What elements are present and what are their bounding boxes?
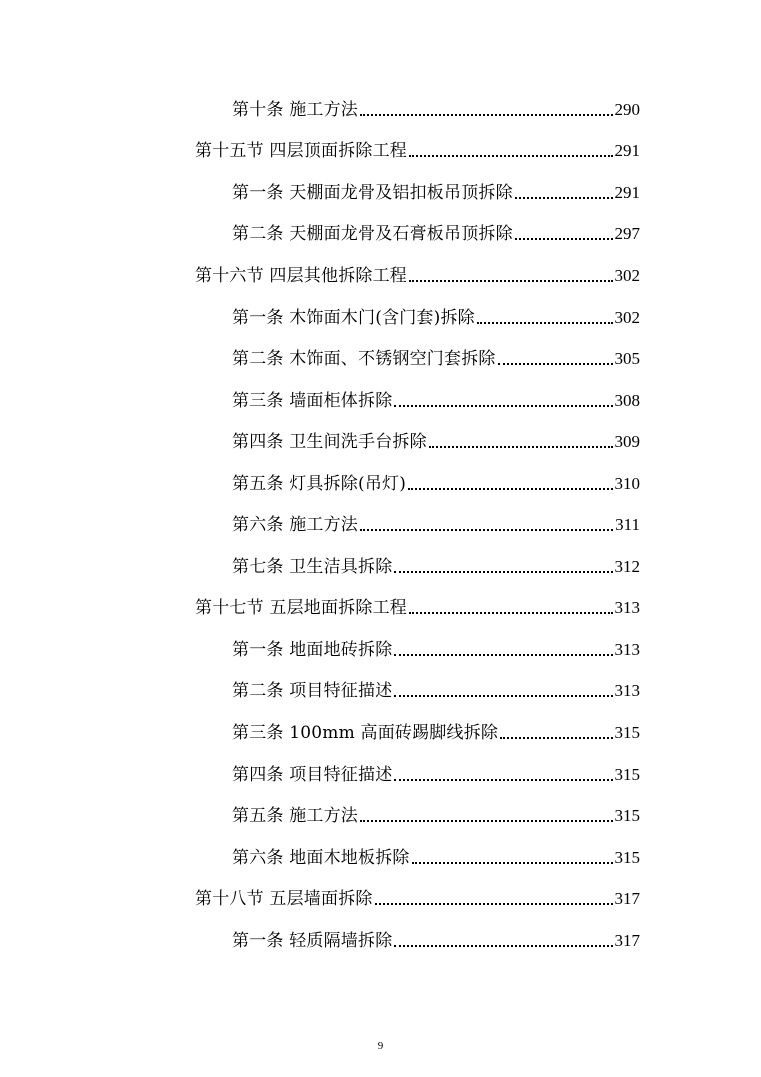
toc-dot-leader	[477, 308, 613, 328]
toc-entry-label: 第十五节 四层顶面拆除工程	[195, 141, 408, 162]
toc-article-entry[interactable]	[232, 172, 640, 214]
toc-article-entry[interactable]	[232, 421, 640, 463]
toc-entry-page: 313	[614, 598, 640, 618]
toc-dot-leader	[360, 806, 612, 826]
toc-dot-leader	[412, 848, 613, 868]
toc-entry-label: 第二条 天棚面龙骨及石膏板吊顶拆除	[232, 224, 513, 245]
toc-dot-leader	[409, 141, 612, 161]
toc-entry-page: 315	[614, 806, 640, 826]
toc-dot-leader	[498, 349, 613, 369]
toc-entry-page: 291	[614, 141, 640, 161]
toc-dot-leader	[409, 598, 612, 618]
toc-article-entry[interactable]	[232, 629, 640, 671]
toc-entry-page: 305	[614, 349, 640, 369]
toc-section-entry[interactable]	[195, 131, 640, 173]
toc-entry-page: 308	[614, 390, 640, 410]
toc-article-entry[interactable]	[232, 380, 640, 422]
toc-entry-page: 291	[614, 182, 640, 202]
toc-entry-page: 315	[614, 764, 640, 784]
toc-dot-leader	[394, 681, 612, 701]
toc-entry-page: 315	[614, 847, 640, 867]
toc-dot-leader	[500, 723, 612, 743]
toc-dot-leader	[429, 432, 613, 452]
toc-entry-page: 290	[614, 99, 640, 119]
toc-entry-label: 第二条 项目特征描述	[232, 681, 393, 702]
toc-entry-page: 315	[614, 722, 640, 742]
toc-dot-leader	[408, 474, 612, 494]
toc-entry-page: 317	[614, 930, 640, 950]
toc-dot-leader	[360, 515, 613, 535]
toc-entry-label: 第一条 地面地砖拆除	[232, 639, 393, 660]
toc-section-entry[interactable]	[195, 878, 640, 920]
toc-section-entry[interactable]	[195, 588, 640, 630]
toc-dot-leader	[515, 224, 613, 244]
toc-dot-leader	[515, 183, 613, 203]
toc-entry-label: 第四条 卫生间洗手台拆除	[232, 432, 427, 453]
toc-entry-label: 第六条 地面木地板拆除	[232, 847, 410, 868]
toc-dot-leader	[409, 266, 612, 286]
toc-entry-label: 第十八节 五层墙面拆除	[195, 889, 373, 910]
toc-article-entry[interactable]	[232, 671, 640, 713]
toc-dot-leader	[394, 640, 612, 660]
toc-entry-label: 第三条 100mm 高面砖踢脚线拆除	[232, 722, 499, 743]
toc-article-entry[interactable]	[232, 546, 640, 588]
toc-entry-page: 313	[614, 681, 640, 701]
toc-entry-page: 313	[614, 639, 640, 659]
toc-entry-label: 第十六节 四层其他拆除工程	[195, 265, 408, 286]
toc-entry-label: 第五条 施工方法	[232, 806, 359, 827]
toc-article-entry[interactable]	[232, 837, 640, 879]
toc-article-entry[interactable]	[232, 754, 640, 796]
table-of-contents	[0, 89, 761, 961]
toc-entry-label: 第十七节 五层地面拆除工程	[195, 598, 408, 619]
toc-entry-label: 第三条 墙面柜体拆除	[232, 390, 393, 411]
toc-article-entry[interactable]	[232, 297, 640, 339]
toc-article-entry[interactable]	[232, 214, 640, 256]
toc-entry-label: 第五条 灯具拆除(吊灯)	[232, 473, 407, 494]
toc-entry-label: 第六条 施工方法	[232, 515, 359, 536]
toc-entry-label: 第七条 卫生洁具拆除	[232, 556, 393, 577]
toc-entry-label: 第二条 木饰面、不锈钢空门套拆除	[232, 349, 496, 370]
toc-dot-leader	[394, 557, 612, 577]
toc-entry-page: 302	[614, 265, 640, 285]
toc-entry-page: 311	[615, 515, 640, 535]
toc-entry-label: 第四条 项目特征描述	[232, 764, 393, 785]
toc-entry-page: 302	[614, 307, 640, 327]
toc-article-entry[interactable]	[232, 463, 640, 505]
toc-entry-label: 第一条 轻质隔墙拆除	[232, 930, 393, 951]
toc-dot-leader	[375, 889, 613, 909]
toc-entry-page: 312	[614, 556, 640, 576]
toc-article-entry[interactable]	[232, 795, 640, 837]
toc-article-entry[interactable]	[232, 338, 640, 380]
toc-article-entry[interactable]	[232, 504, 640, 546]
toc-article-entry[interactable]	[232, 920, 640, 962]
toc-article-entry[interactable]	[232, 712, 640, 754]
toc-entry-page: 317	[614, 889, 640, 909]
toc-entry-label: 第一条 天棚面龙骨及铝扣板吊顶拆除	[232, 182, 513, 203]
toc-entry-label: 第一条 木饰面木门(含门套)拆除	[232, 307, 475, 328]
toc-dot-leader	[394, 931, 612, 951]
toc-article-entry[interactable]	[232, 89, 640, 131]
toc-entry-page: 310	[614, 473, 640, 493]
toc-entry-page: 309	[614, 432, 640, 452]
toc-entry-label: 第十条 施工方法	[232, 99, 359, 120]
page-number: 9	[377, 1040, 384, 1052]
toc-entry-page: 297	[614, 224, 640, 244]
toc-dot-leader	[394, 391, 612, 411]
toc-dot-leader	[394, 765, 612, 785]
toc-section-entry[interactable]	[195, 255, 640, 297]
toc-dot-leader	[360, 100, 612, 120]
